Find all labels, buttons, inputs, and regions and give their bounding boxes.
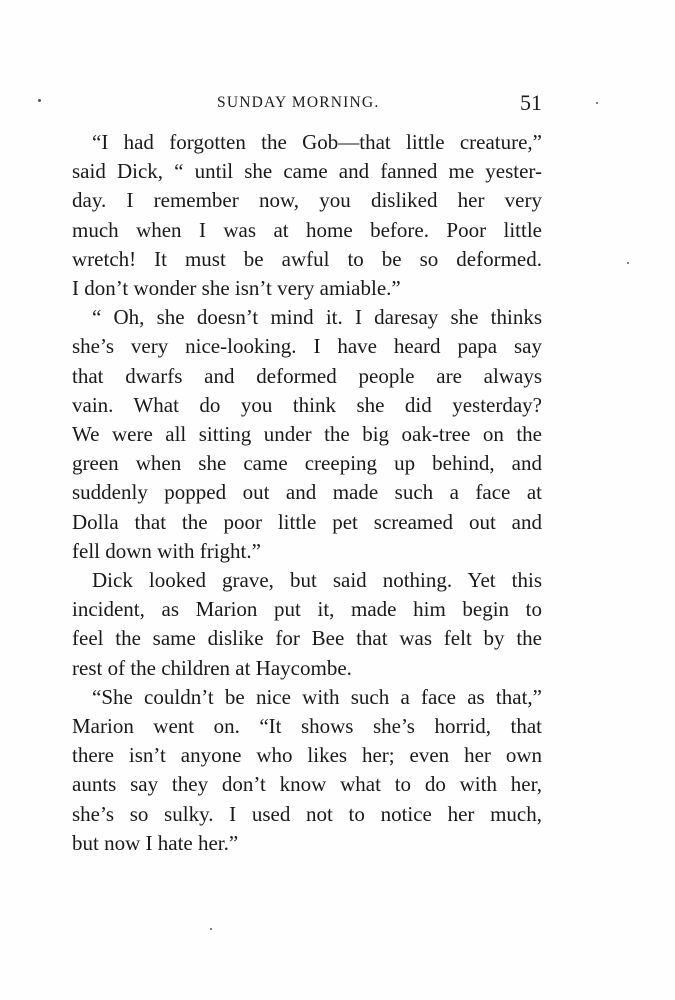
- text-line: We were all sitting under the big oak-tree on the: [72, 422, 542, 447]
- chapter-title: SUNDAY MORNING.: [217, 94, 380, 111]
- running-head: [72, 90, 542, 120]
- text-line: incident, as Marion put it, made him begin to: [72, 597, 542, 622]
- text-line: “I had forgotten the Gob—that little creature,”: [92, 130, 542, 154]
- paragraph-2: [72, 303, 542, 566]
- text-line: feel the same dislike for Bee that was felt by the: [72, 626, 542, 651]
- text-line: there isn’t anyone who likes her; even her own: [72, 743, 542, 768]
- paper-speck: [38, 99, 41, 102]
- text-line: aunts say they don’t know what to do with her,: [72, 772, 542, 797]
- text-line: she’s very nice-looking. I have heard papa say: [72, 334, 542, 359]
- text-line: but now I hate her.”: [72, 830, 239, 855]
- text-line: Dolla that the poor little pet screamed out and: [72, 509, 542, 534]
- text-line: “ Oh, she doesn’t mind it. I daresay she thinks: [92, 305, 542, 330]
- text-line: rest of the children at Haycombe.: [72, 655, 352, 680]
- text-line: I don’t wonder she isn’t very amiable.”: [72, 276, 401, 301]
- page-number: 51: [520, 90, 542, 115]
- paragraph-1: [72, 128, 542, 303]
- text-line: suddenly popped out and made such a face at: [72, 480, 542, 505]
- text-line: Marion went on. “It shows she’s horrid, that: [72, 714, 542, 739]
- text-line: she’s so sulky. I used not to notice her much,: [72, 801, 542, 826]
- text-line: green when she came creeping up behind, and: [72, 451, 542, 476]
- paper-speck: [210, 928, 212, 930]
- text-line: said Dick, “ until she came and fanned me yester-: [72, 159, 542, 184]
- text-line: wretch! It must be awful to be so deformed.: [72, 246, 542, 271]
- body-text: [72, 128, 542, 858]
- paragraph-4: [72, 683, 542, 858]
- text-line: vain. What do you think she did yesterday?: [72, 392, 542, 417]
- text-line: that dwarfs and deformed people are always: [72, 363, 542, 388]
- paper-speck: [596, 102, 598, 104]
- text-line: Dick looked grave, but said nothing. Yet this: [92, 568, 542, 593]
- text-line: “She couldn’t be nice with such a face as that,”: [92, 684, 542, 709]
- paragraph-3: [72, 566, 542, 683]
- paper-speck: [627, 262, 629, 264]
- text-line: fell down with fright.”: [72, 538, 261, 563]
- text-line: much when I was at home before. Poor little: [72, 217, 542, 242]
- text-line: day. I remember now, you disliked her very: [72, 188, 542, 213]
